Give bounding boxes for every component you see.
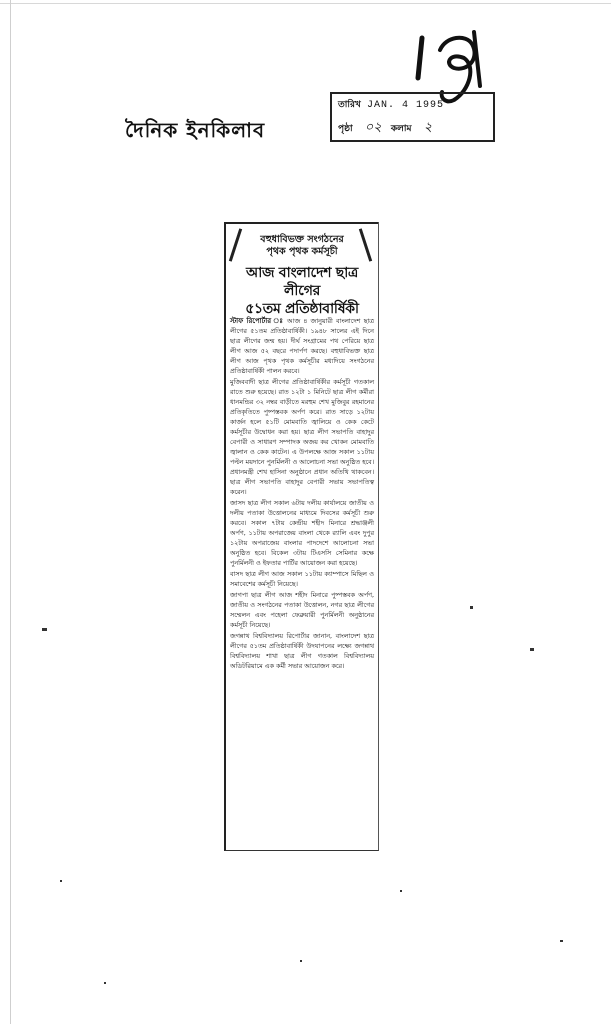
stamp-date-value: JAN. 4 1995	[367, 100, 445, 111]
stamp-column-value: ২	[423, 119, 433, 134]
stamp-date-row	[338, 97, 444, 112]
article-paragraph: জগন্নাথ বিশ্ববিদ্যালয় রিপোর্টার জানান, বাংলাদেশ ছাত্র লীগের ৫১তম প্রতিষ্ঠাবার্ষিকী উদযাপনের লক্ষ্যে জগন্নাথ বিশ্ববিদ্যালয় শাখা ছাত্র লীগ গতকাল বিশ্ববিদ্যালয় অডিটরিয়ামে এক কর্মী সভার আয়োজন করে।	[230, 632, 374, 670]
headline-line-2: ৫১তম প্রতিষ্ঠাবার্ষিকী	[245, 301, 359, 317]
article-headline	[232, 264, 372, 318]
article-paragraph	[230, 316, 374, 376]
scan-speck	[400, 890, 402, 892]
scan-speck	[560, 940, 563, 942]
stamp-page-value: ০২	[364, 119, 382, 134]
scan-edge-left	[10, 0, 11, 1024]
stamp-date-label: তারিখ	[338, 100, 361, 110]
scan-speck	[42, 628, 47, 631]
article-paragraph: বাসদ ছাত্র লীগ আজ সকাল ১১টায় ক্যাম্পাসে মিছিল ও সমাবেশের কর্মসূচী নিয়েছে।	[230, 570, 374, 588]
scan-speck	[60, 880, 62, 882]
news-clipping	[224, 222, 379, 851]
scan-edge-top	[0, 3, 611, 4]
scan-speck	[104, 982, 106, 984]
article-paragraph: জাসদ ছাত্র লীগ সকাল ৬টায় দলীয় কার্যালয়ে জাতীয় ও দলীয় পতাকা উত্তোলনের মাধ্যমে দিবসের কর্মসূচী শুরু করবে। সকাল ৭টায় কেন্দ্রীয় শহীদ মিনারে শ্রদ্ধাঞ্জলী অর্পণ, ১১টায় অপরাজেয় বাংলা থেকে র‍্যালি এবং দুপুর ১২টায় অপরাজেয় বাংলার পাদদেশে আলোচনা সভা অনুষ্ঠিত হবে। বিকেল ৩টায় টিএসসি সেমিনার কক্ষে পুনর্মিলনী ও ইফতার পার্টির আয়োজন করা হয়েছে।	[230, 499, 374, 567]
stamp-page-row	[338, 118, 438, 139]
newspaper-masthead: দৈনিক ইনকিলাব	[125, 118, 266, 142]
stamp-page-label: পৃষ্ঠা	[338, 124, 353, 134]
kicker-line-1: বহুধাবিভক্ত সংগঠনের	[260, 234, 344, 245]
article-paragraph: জাগপা ছাত্র লীগ আজ শহীদ মিনারে পুষ্পস্তবক অর্পণ, জাতীয় ও সংগঠনের পতাকা উত্তোলন, নগর ছাত্র লীগের সম্মেলন এবং পহেলা ফেব্রুয়ারী পুনর্মিলনী অনুষ্ঠানের কর্মসূচী নিয়েছে।	[230, 591, 374, 629]
archive-stamp	[330, 92, 495, 142]
headline-line-1: আজ বাংলাদেশ ছাত্র লীগের	[245, 265, 359, 299]
kicker-line-2: পৃথক পৃথক কর্মসূচী	[266, 246, 338, 257]
scan-speck	[300, 960, 302, 962]
scan-speck	[470, 606, 473, 609]
article-kicker	[240, 234, 364, 258]
stamp-column-label: কলাম	[390, 124, 412, 134]
clipping-top-rule	[226, 222, 378, 224]
scan-speck	[530, 648, 534, 651]
article-paragraph-text: আজ ৪ জানুয়ারী বাংলাদেশ ছাত্র লীগের ৫১তম প্রতিষ্ঠাবার্ষিকী। ১৯৪৮ সালের এই দিনে ছাত্র লীগের জন্ম হয়। দীর্ঘ সংগ্রামের পথ পেরিয়ে ছাত্র লীগ আজ ৫২ বছরে পদার্পণ করছে। বহুধাবিভক্ত ছাত্র লীগ আজ পৃথক পৃথক কর্মসূচীর মধ্যদিয়ে সংগঠনের প্রতিষ্ঠাবার্ষিকী পালন করবে।	[230, 317, 374, 375]
article-body	[230, 316, 374, 672]
article-byline: স্টাফ রিপোর্টার ঃ	[230, 317, 284, 325]
article-paragraph: মুজিববাদী ছাত্র লীগের প্রতিষ্ঠাবার্ষিকীর কর্মসূচী গতকাল রাতে শুরু হয়েছে। রাত ১২টা ১ মিনিটে ছাত্র লীগ কর্মীরা ধানমন্ডির ৩২ নম্বর বাড়ীতে মরহুম শেখ মুজিবুর রহমানের প্রতিকৃতিতে পুষ্পস্তবক অর্পণ করে। রাত সাড়ে ১২টায় কার্জন হলে ৫১টি মোমবাতি জ্বালিয়ে ও কেক কেটে কর্মসূচীর উদ্বোধন করা হয়। ছাত্র লীগ সভাপতি বাহাদুর বেপারী ও সাধারণ সম্পাদক অজয় কর খোকন মোমবাতি জ্বালান ও কেক কাটেন। এ উপলক্ষে আজ সকাল ১১টায় পল্টন ময়দানে পুনর্মিলনী ও আলোচনা সভা অনুষ্ঠিত হবে। প্রধানমন্ত্রী শেখ হাসিনা অনুষ্ঠানে প্রধান অতিথি থাকবেন। ছাত্র লীগ সভাপতি বাহাদুর বেপারী সভায় সভাপতিত্ব করেন।	[230, 378, 374, 496]
